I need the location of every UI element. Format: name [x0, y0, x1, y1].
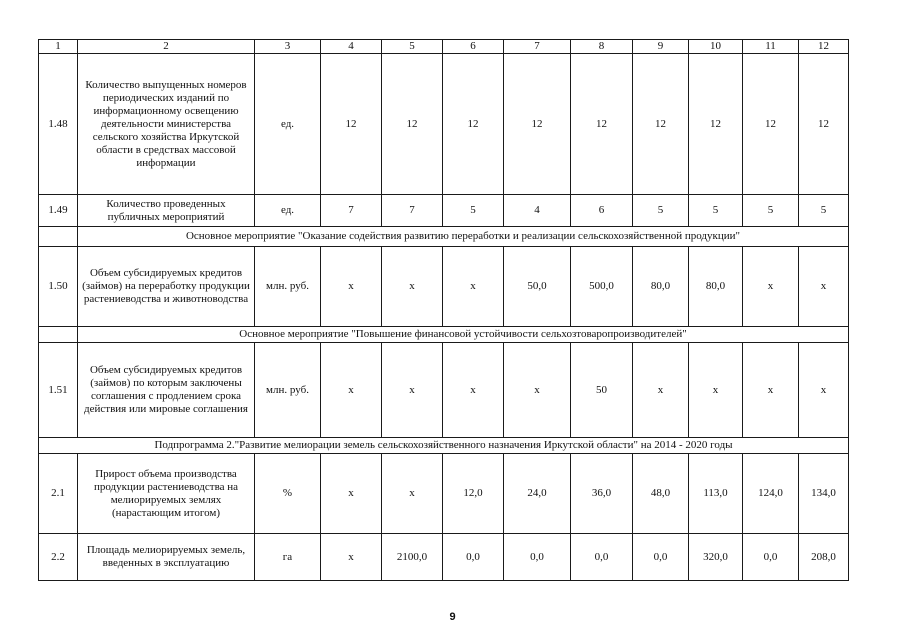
value-cell: 5 [743, 195, 799, 227]
value-cell: 134,0 [799, 454, 849, 534]
value-cell: 12 [571, 54, 633, 195]
row-number: 1.48 [39, 54, 78, 195]
value-cell: x [443, 247, 504, 327]
indicator-name: Количество выпущенных номеров периодических изданий по информационному освещению деятельности министерства сельского хозяйства Иркутской области в средствах массовой информации [78, 54, 255, 195]
value-cell: x [799, 247, 849, 327]
section-row [39, 327, 849, 343]
value-cell: x [504, 343, 571, 438]
value-cell: 5 [689, 195, 743, 227]
subprogram-row [39, 438, 849, 454]
value-cell: x [443, 343, 504, 438]
value-cell: 12 [743, 54, 799, 195]
value-cell: x [799, 343, 849, 438]
value-cell: 12 [382, 54, 443, 195]
column-number: 6 [443, 40, 504, 54]
value-cell: 7 [321, 195, 382, 227]
column-number: 7 [504, 40, 571, 54]
section-title: Основное мероприятие "Оказание содействия развитию переработки и реализации сельскохозяйственной продукции" [78, 227, 849, 247]
row-number: 1.51 [39, 343, 78, 438]
value-cell: 24,0 [504, 454, 571, 534]
indicator-name: Количество проведенных публичных мероприятий [78, 195, 255, 227]
value-cell: 0,0 [743, 534, 799, 581]
indicator-name: Площадь мелиорируемых земель, введенных в эксплуатацию [78, 534, 255, 581]
table-row [39, 54, 849, 195]
subprogram-title: Подпрограмма 2."Развитие мелиорации земель сельскохозяйственного назначения Иркутской области" на 2014 - 2020 годы [39, 438, 849, 454]
value-cell: x [321, 247, 382, 327]
value-cell: x [689, 343, 743, 438]
column-number: 10 [689, 40, 743, 54]
table-row [39, 195, 849, 227]
unit: га [255, 534, 321, 581]
value-cell: 12 [504, 54, 571, 195]
row-number: 1.49 [39, 195, 78, 227]
value-cell: 50 [571, 343, 633, 438]
column-number: 1 [39, 40, 78, 54]
row-number: 2.1 [39, 454, 78, 534]
value-cell: 124,0 [743, 454, 799, 534]
indicator-name: Объем субсидируемых кредитов (займов) на переработку продукции растениеводства и животноводства [78, 247, 255, 327]
unit: млн. руб. [255, 343, 321, 438]
section-row [39, 227, 849, 247]
empty-cell [39, 227, 78, 247]
table-row [39, 534, 849, 581]
value-cell: 12 [799, 54, 849, 195]
column-number: 8 [571, 40, 633, 54]
column-number: 4 [321, 40, 382, 54]
value-cell: 50,0 [504, 247, 571, 327]
value-cell: x [743, 247, 799, 327]
unit: млн. руб. [255, 247, 321, 327]
value-cell: x [321, 534, 382, 581]
value-cell: 7 [382, 195, 443, 227]
unit: ед. [255, 54, 321, 195]
value-cell: 113,0 [689, 454, 743, 534]
value-cell: 0,0 [571, 534, 633, 581]
value-cell: 12 [443, 54, 504, 195]
page-number: 9 [449, 611, 456, 623]
value-cell: x [743, 343, 799, 438]
unit: % [255, 454, 321, 534]
value-cell: x [321, 454, 382, 534]
value-cell: x [321, 343, 382, 438]
value-cell: 2100,0 [382, 534, 443, 581]
value-cell: 320,0 [689, 534, 743, 581]
value-cell: 208,0 [799, 534, 849, 581]
column-number: 5 [382, 40, 443, 54]
unit: ед. [255, 195, 321, 227]
value-cell: x [382, 247, 443, 327]
value-cell: 12 [689, 54, 743, 195]
value-cell: x [382, 454, 443, 534]
table-row [39, 343, 849, 438]
value-cell: 5 [799, 195, 849, 227]
value-cell: 0,0 [443, 534, 504, 581]
column-number-row [39, 40, 849, 54]
value-cell: 12,0 [443, 454, 504, 534]
value-cell: 5 [633, 195, 689, 227]
column-number: 9 [633, 40, 689, 54]
section-title: Основное мероприятие "Повышение финансовой устойчивости сельхозтоваропроизводителей" [78, 327, 849, 343]
indicator-name: Прирост объема производства продукции растениеводства на мелиорируемых землях (нарастающим итогом) [78, 454, 255, 534]
value-cell: 80,0 [633, 247, 689, 327]
table-row [39, 454, 849, 534]
empty-cell [39, 327, 78, 343]
value-cell: x [382, 343, 443, 438]
row-number: 2.2 [39, 534, 78, 581]
indicator-name: Объем субсидируемых кредитов (займов) по которым заключены соглашения с продлением срока действия или мировые соглашения [78, 343, 255, 438]
value-cell: 500,0 [571, 247, 633, 327]
column-number: 11 [743, 40, 799, 54]
value-cell: 48,0 [633, 454, 689, 534]
value-cell: 12 [633, 54, 689, 195]
row-number: 1.50 [39, 247, 78, 327]
value-cell: x [633, 343, 689, 438]
column-number: 2 [78, 40, 255, 54]
column-number: 12 [799, 40, 849, 54]
value-cell: 0,0 [504, 534, 571, 581]
value-cell: 0,0 [633, 534, 689, 581]
column-number: 3 [255, 40, 321, 54]
table-row [39, 247, 849, 327]
value-cell: 4 [504, 195, 571, 227]
value-cell: 6 [571, 195, 633, 227]
value-cell: 36,0 [571, 454, 633, 534]
indicator-table [38, 39, 849, 581]
value-cell: 80,0 [689, 247, 743, 327]
value-cell: 5 [443, 195, 504, 227]
value-cell: 12 [321, 54, 382, 195]
